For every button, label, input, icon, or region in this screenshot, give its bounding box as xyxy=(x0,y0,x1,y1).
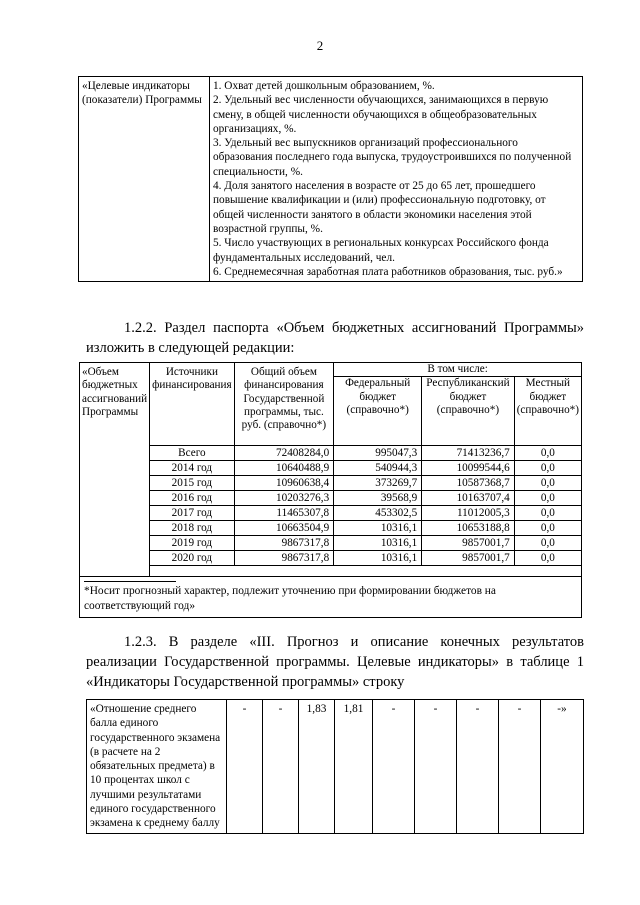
indicator-item: 5. Число участвующих в региональных конкурсах Российского фонда фундаментальных исследований, чел. xyxy=(213,237,549,264)
indicators-label: «Целевые индикаторы (показатели) Программы xyxy=(79,77,210,282)
indicator-value: 1,81 xyxy=(335,700,373,834)
row-republic: 10099544,6 xyxy=(422,461,515,476)
header-including: В том числе: xyxy=(334,363,582,377)
row-local: 0,0 xyxy=(514,551,581,566)
row-source: 2014 год xyxy=(150,461,235,476)
footnote-divider xyxy=(84,581,176,582)
indicator-value: - xyxy=(499,700,541,834)
indicator-value: - xyxy=(263,700,299,834)
row-local: 0,0 xyxy=(514,476,581,491)
header-republic: Республиканский бюджет (справочно*) xyxy=(422,377,515,446)
header-total: Общий объем финансирования Государственной программы, тыс. руб. (справочно*) xyxy=(234,363,334,446)
row-source: 2016 год xyxy=(150,491,235,506)
indicator-row-label: «Отношение среднего балла единого государственного экзамена (в расчете на 2 обязательных предмета) в 10 процентах школ с лучшими результатами единого государственного экзамена к среднему баллу xyxy=(87,700,227,834)
budget-row-label: «Объем бюджетных ассигнований Программы xyxy=(80,363,150,577)
indicator-value: 1,83 xyxy=(299,700,335,834)
indicator-value: -» xyxy=(541,700,584,834)
indicators-list xyxy=(210,77,583,282)
row-source: 2019 год xyxy=(150,536,235,551)
row-total: 10960638,4 xyxy=(234,476,334,491)
table-row xyxy=(80,461,582,476)
row-republic: 9857001,7 xyxy=(422,536,515,551)
row-local: 0,0 xyxy=(514,491,581,506)
indicator-item: 1. Охват детей дошкольным образованием, %. xyxy=(213,80,435,92)
indicator-item: 3. Удельный вес выпускников организаций профессионального образования последнего года выпуска, трудоустроившихся по полученной специальности, %. xyxy=(213,137,572,178)
table-row xyxy=(87,700,584,834)
header-local: Местный бюджет (справочно*) xyxy=(514,377,581,446)
row-federal: 453302,5 xyxy=(334,506,422,521)
row-local: 0,0 xyxy=(514,446,581,461)
row-local: 0,0 xyxy=(514,506,581,521)
footnote-text: *Носит прогнозный характер, подлежит уточнению при формировании бюджетов на соответствующий год» xyxy=(84,585,496,612)
row-total: 11465307,8 xyxy=(234,506,334,521)
row-federal: 10316,1 xyxy=(334,521,422,536)
row-local: 0,0 xyxy=(514,536,581,551)
paragraph-1-2-3 xyxy=(86,632,584,692)
indicator-value: - xyxy=(227,700,263,834)
row-total: 72408284,0 xyxy=(234,446,334,461)
row-republic: 71413236,7 xyxy=(422,446,515,461)
page-number: 2 xyxy=(316,38,324,53)
spacer-cell xyxy=(150,566,582,577)
indicator-value: - xyxy=(415,700,457,834)
row-total: 10203276,3 xyxy=(234,491,334,506)
budget-table xyxy=(79,362,582,618)
row-republic: 11012005,3 xyxy=(422,506,515,521)
table-row xyxy=(80,521,582,536)
table-row xyxy=(80,491,582,506)
header-source: Источники финансирования xyxy=(150,363,235,446)
table-row xyxy=(80,536,582,551)
row-federal: 10316,1 xyxy=(334,536,422,551)
row-total: 9867317,8 xyxy=(234,551,334,566)
table-row xyxy=(80,476,582,491)
header-federal: Федеральный бюджет (справочно*) xyxy=(334,377,422,446)
paragraph-text: 1.2.3. В разделе «III. Прогноз и описание конечных результатов реализации Государственной программы. Целевые индикаторы» в таблице 1 «Индикаторы Государственной программы» строку xyxy=(86,634,584,690)
indicators-table xyxy=(78,76,583,282)
budget-footnote xyxy=(80,577,582,618)
row-federal: 540944,3 xyxy=(334,461,422,476)
indicator-item: 2. Удельный вес численности обучающихся, занимающихся в первую смену, в общей численности обучающихся в общеобразовательных организациях, %. xyxy=(213,94,549,135)
row-federal: 39568,9 xyxy=(334,491,422,506)
indicator-item: 4. Доля занятого населения в возрасте от 25 до 65 лет, прошедшего повышение квалификации и (или) профессиональную подготовку, от общей численности занятого в области экономики населения этой возрастной группы, %. xyxy=(213,180,546,235)
paragraph-text: 1.2.2. Раздел паспорта «Объем бюджетных ассигнований Программы» изложить в следующей редакции: xyxy=(86,320,584,356)
table-row xyxy=(80,446,582,461)
row-republic: 10587368,7 xyxy=(422,476,515,491)
indicator-value: - xyxy=(457,700,499,834)
row-source: Всего xyxy=(150,446,235,461)
row-local: 0,0 xyxy=(514,461,581,476)
row-total: 10640488,9 xyxy=(234,461,334,476)
row-federal: 10316,1 xyxy=(334,551,422,566)
indicator-value: - xyxy=(373,700,415,834)
row-source: 2018 год xyxy=(150,521,235,536)
row-federal: 373269,7 xyxy=(334,476,422,491)
paragraph-1-2-2 xyxy=(86,318,584,358)
row-republic: 10163707,4 xyxy=(422,491,515,506)
indicator-item: 6. Среднемесячная заработная плата работников образования, тыс. руб.» xyxy=(213,265,563,278)
row-total: 10663504,9 xyxy=(234,521,334,536)
row-federal: 995047,3 xyxy=(334,446,422,461)
row-source: 2020 год xyxy=(150,551,235,566)
row-republic: 9857001,7 xyxy=(422,551,515,566)
table-row xyxy=(80,506,582,521)
row-source: 2017 год xyxy=(150,506,235,521)
row-source: 2015 год xyxy=(150,476,235,491)
row-republic: 10653188,8 xyxy=(422,521,515,536)
row-local: 0,0 xyxy=(514,521,581,536)
table-row xyxy=(80,551,582,566)
row-total: 9867317,8 xyxy=(234,536,334,551)
indicator-row-table xyxy=(86,699,584,834)
